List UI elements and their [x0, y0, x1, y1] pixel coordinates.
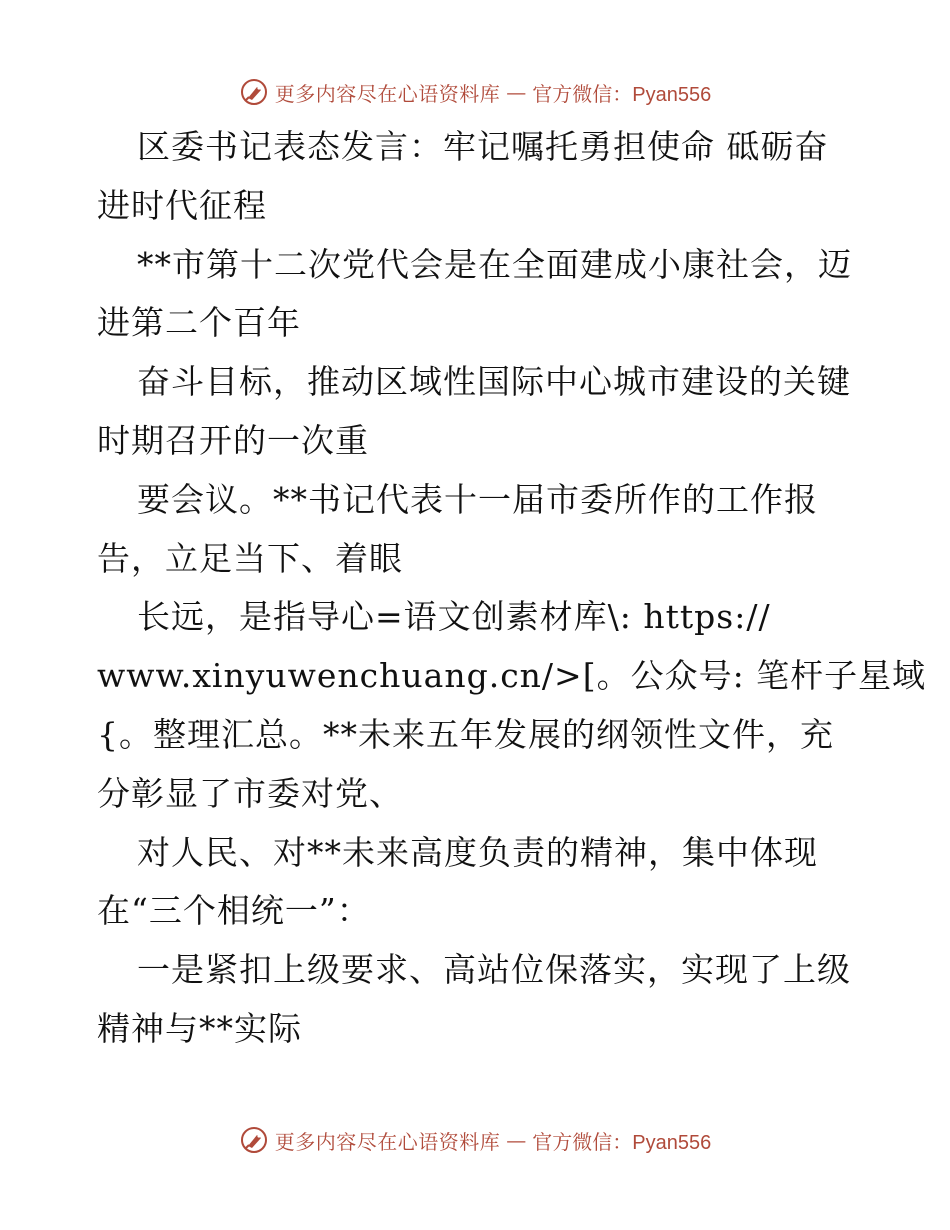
text-line: **市第十二次党代会是在全面建成小康社会，迈 — [137, 244, 852, 284]
text-line: 在“三个相统一”： — [97, 891, 371, 931]
document-body — [97, 118, 927, 1059]
banner-contact: 官方微信：Pyan556 — [532, 83, 712, 106]
text-line: 奋斗目标，推动区域性国际中心城市建设的关键 — [137, 362, 851, 402]
text-line: 对人民、对**未来高度负责的精神，集中体现 — [137, 832, 818, 872]
text-line: 时期召开的一次重 — [97, 420, 369, 460]
text-line: 精神与**实际 — [97, 1008, 302, 1048]
text-line: 要会议。**书记代表十一届市委所作的工作报 — [137, 479, 818, 519]
text-line: 告，立足当下、着眼 — [97, 538, 403, 578]
banner-title: 更多内容尽在心语资料库 — [274, 81, 501, 106]
banner-contact: 官方微信：Pyan556 — [532, 1131, 712, 1154]
text-line: 进第二个百年 — [97, 303, 301, 343]
text-line: 长远，是指导心=语文创素材库\: https:// — [137, 597, 771, 637]
pen-nib-logo-icon — [239, 1125, 269, 1155]
text-line: {。整理汇总。**未来五年发展的纲领性文件，充 — [97, 714, 834, 754]
banner-title: 更多内容尽在心语资料库 — [274, 1129, 501, 1154]
text-line: 分彰显了市委对党、 — [97, 773, 403, 813]
pen-nib-logo-icon — [239, 77, 269, 107]
text-line: 区委书记表态发言：牢记嘱托勇担使命 砥砺奋 — [137, 127, 829, 166]
text-line: www.xinyuwenchuang.cn/>[。公众号: 笔杆子星域 — [97, 656, 927, 696]
header-banner — [0, 72, 950, 112]
footer-banner — [0, 1120, 950, 1160]
banner-separator: — — [506, 1128, 527, 1152]
text-line: 进时代征程 — [97, 185, 267, 225]
banner-separator: — — [506, 80, 527, 104]
text-line: 一是紧扣上级要求、高站位保落实，实现了上级 — [137, 950, 851, 990]
